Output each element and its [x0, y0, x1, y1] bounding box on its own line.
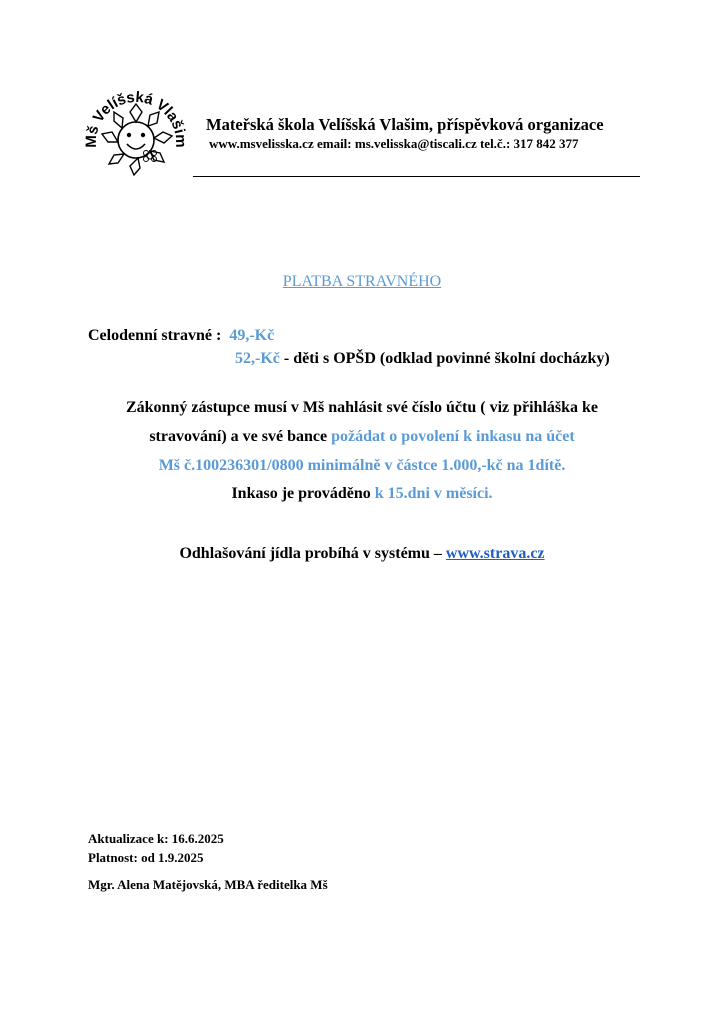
- paragraph-line-2-text: stravování) a ve své bance: [149, 428, 332, 445]
- signature: Mgr. Alena Matějovská, MBA ředitelka Mš: [88, 877, 328, 892]
- paragraph-line-4: [0, 485, 724, 503]
- strava-link[interactable]: www.strava.cz: [445, 545, 545, 562]
- updated-date: Aktualizace k: 16.6.2025: [88, 831, 224, 846]
- paragraph-line-4-text: Inkaso je prováděno: [231, 485, 375, 502]
- paragraph-line-2: [0, 428, 724, 446]
- cancellation-text: Odhlašování jídla probíhá v systému –: [179, 545, 446, 562]
- price-line-1: [88, 327, 274, 345]
- price-standard: 49,-Kč: [229, 327, 275, 344]
- svg-text:Mš Velíšská Vlašim: [83, 89, 189, 148]
- paragraph-line-3: Mš č.100236301/0800 minimálně v částce 1.000,-kč na 1dítě.: [158, 457, 566, 474]
- header-divider: [193, 176, 640, 177]
- school-logo: [80, 82, 192, 194]
- validity-date: Platnost: od 1.9.2025: [88, 850, 204, 865]
- contact-line: www.msvelisska.cz email: ms.velisska@tiscali.cz tel.č.: 317 842 377: [209, 136, 579, 151]
- price-label: Celodenní stravné :: [88, 327, 222, 344]
- paragraph-line-4-highlight: k 15.dni v měsíci.: [374, 485, 493, 502]
- sun-logo-icon: [80, 82, 192, 194]
- price-opsd-note: - děti s OPŠD (odklad povinné školní docházky): [279, 350, 610, 367]
- price-line-2: [235, 350, 610, 368]
- cancellation-line: [0, 545, 724, 563]
- school-name: Mateřská škola Velíšská Vlašim, příspěvková organizace: [206, 115, 604, 134]
- page-title: PLATBA STRAVNÉHO: [282, 273, 442, 290]
- paragraph-line-1: Zákonný zástupce musí v Mš nahlásit své číslo účtu ( viz přihláška ke: [125, 399, 599, 416]
- paragraph-line-2-highlight: požádat o povolení k inkasu na účet: [331, 428, 575, 445]
- price-opsd: 52,-Kč: [235, 350, 280, 367]
- logo-text: Mš Velíšská Vlašim: [82, 88, 190, 148]
